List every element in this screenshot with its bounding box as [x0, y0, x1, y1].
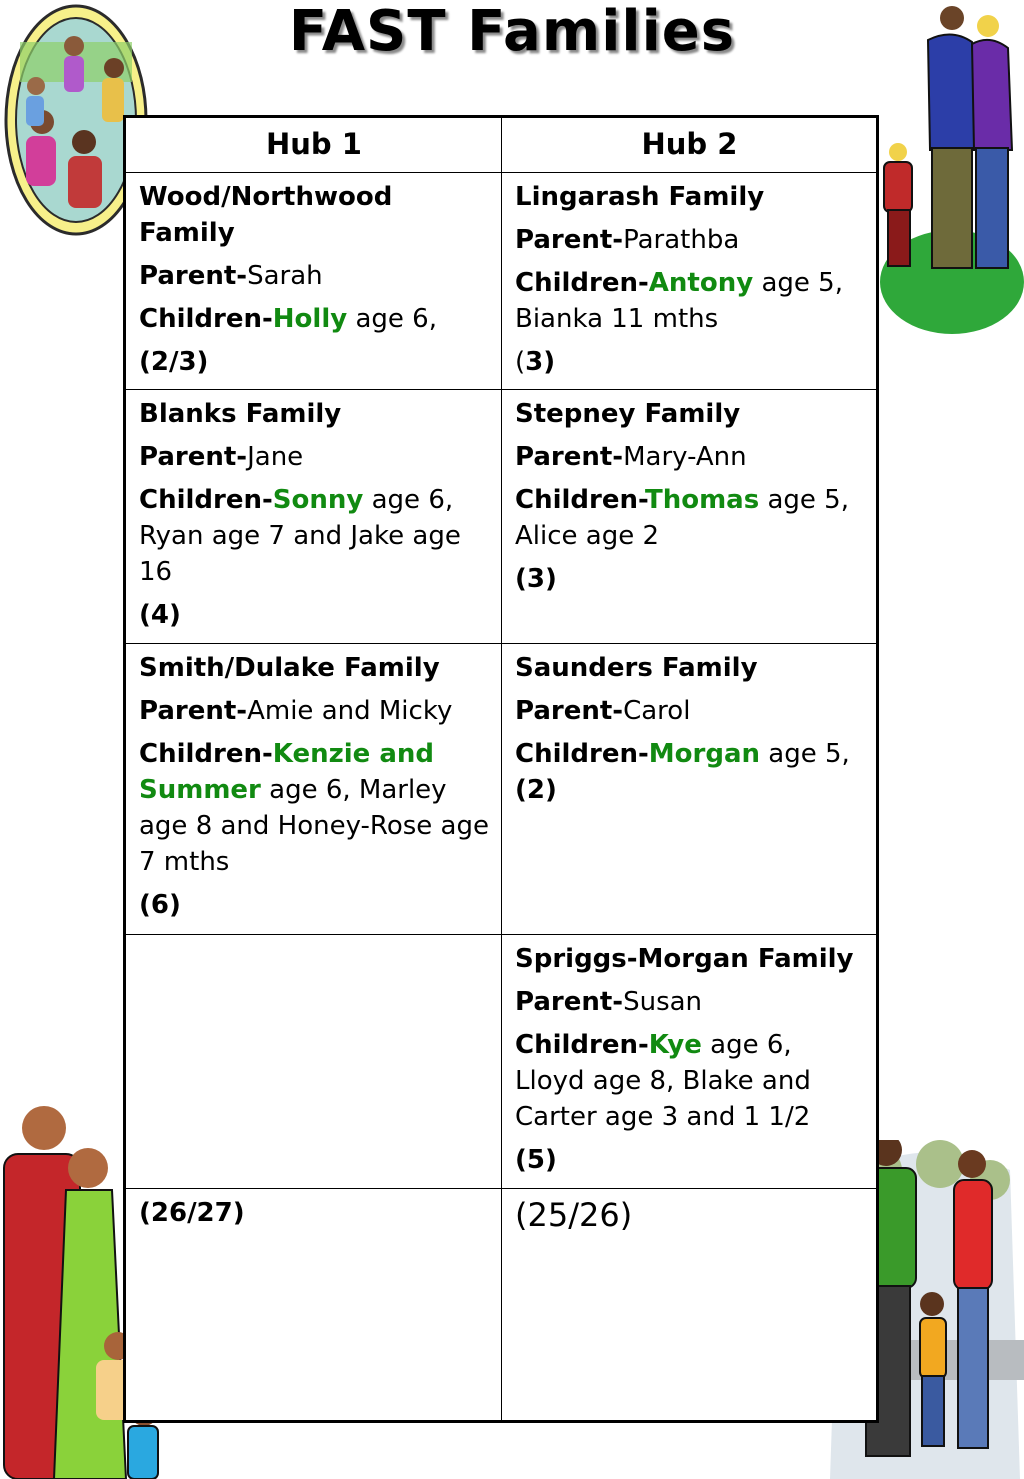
- child-highlight: Kenzie and Summer: [139, 739, 435, 805]
- parent-value: Jane: [247, 442, 304, 472]
- children-line: [515, 265, 864, 337]
- parent-line: [139, 693, 489, 729]
- family-name: Wood/Northwood Family: [139, 182, 393, 248]
- parent-value: Sarah: [247, 261, 323, 291]
- hub2-family-spriggs-morgan: [502, 935, 876, 1189]
- parent-value: Parathba: [623, 225, 740, 255]
- child-highlight: Thomas: [644, 485, 760, 515]
- children-rest: age 6, Ryan age 7 and Jake age 16: [139, 485, 461, 587]
- family-count: (4): [139, 600, 181, 630]
- family-count: [515, 344, 864, 380]
- children-label: Children-: [139, 304, 273, 334]
- family-name: Lingarash Family: [515, 182, 765, 212]
- family-name: Saunders Family: [515, 653, 758, 683]
- hub1-family-blanks: [126, 390, 502, 644]
- family-name: Spriggs-Morgan Family: [515, 944, 854, 974]
- hub2-total: (25/26): [515, 1196, 633, 1234]
- children-label: Children-: [515, 1030, 649, 1060]
- parent-label: Parent-: [139, 696, 248, 726]
- parent-value: Mary-Ann: [623, 442, 747, 472]
- hub1-total-cell: [126, 1189, 502, 1420]
- parent-label: Parent-: [515, 225, 624, 255]
- hub1-family-wood-northwood: [126, 173, 502, 390]
- children-rest: age 6,: [347, 304, 437, 334]
- family-count: (5): [515, 1145, 557, 1175]
- parent-label: Parent-: [515, 987, 624, 1017]
- parent-line: [515, 222, 864, 258]
- families-table: [123, 115, 879, 1423]
- header-hub-1: Hub 1: [126, 118, 502, 173]
- child-highlight: Kye: [648, 1030, 702, 1060]
- parent-line: [515, 984, 864, 1020]
- child-highlight: Antony: [648, 268, 754, 298]
- hub2-family-lingarash: [502, 173, 876, 390]
- children-label: Children-: [515, 739, 649, 769]
- children-rest: age 5, Alice age 2: [515, 485, 849, 551]
- child-highlight: Holly: [272, 304, 348, 334]
- children-label: Children-: [515, 485, 645, 515]
- parent-value: Susan: [623, 987, 703, 1017]
- parent-line: [139, 439, 489, 475]
- hub1-empty-cell: [126, 935, 502, 1189]
- parent-label: Parent-: [515, 696, 624, 726]
- family-count: (2/3): [139, 347, 209, 377]
- count-open: (: [515, 347, 526, 377]
- child-highlight: Morgan: [648, 739, 761, 769]
- family-count: (2): [515, 775, 557, 805]
- parent-line: [515, 693, 864, 729]
- parent-value: Carol: [623, 696, 691, 726]
- children-label: Children-: [139, 485, 273, 515]
- family-count: (6): [139, 890, 181, 920]
- family-walking-clipart-icon: [872, 0, 1024, 336]
- hub2-total-cell: [502, 1189, 876, 1420]
- family-count: (3): [515, 564, 557, 594]
- parent-label: Parent-: [515, 442, 624, 472]
- family-name: Blanks Family: [139, 399, 342, 429]
- children-line: [515, 736, 864, 772]
- children-line: [515, 1027, 864, 1135]
- parent-line: [139, 258, 489, 294]
- hub1-family-smith-dulake: [126, 644, 502, 935]
- children-rest: age 6, Marley age 8 and Honey-Rose age 7 mths: [139, 775, 489, 877]
- family-name: Smith/Dulake Family: [139, 653, 440, 683]
- children-line: [139, 736, 489, 880]
- children-line: [139, 482, 489, 590]
- children-rest: age 5, Bianka 11 mths: [515, 268, 843, 334]
- page-title: FAST Families: [288, 0, 736, 64]
- hub2-family-saunders: [502, 644, 876, 935]
- parent-value: Amie and Micky: [247, 696, 453, 726]
- hub2-family-stepney: [502, 390, 876, 644]
- child-highlight: Sonny: [272, 485, 364, 515]
- children-label: Children-: [515, 268, 649, 298]
- children-line: [139, 301, 489, 337]
- parent-label: Parent-: [139, 261, 248, 291]
- hub1-total: (26/27): [139, 1198, 245, 1228]
- children-line: [515, 482, 864, 554]
- family-name: Stepney Family: [515, 399, 741, 429]
- parent-line: [515, 439, 864, 475]
- count-value: 3): [525, 347, 556, 377]
- children-label: Children-: [139, 739, 273, 769]
- children-rest: age 5,: [760, 739, 850, 769]
- header-hub-2: Hub 2: [502, 118, 876, 173]
- parent-label: Parent-: [139, 442, 248, 472]
- children-rest: age 6, Lloyd age 8, Blake and Carter age 3 and 1 1/2: [515, 1030, 811, 1132]
